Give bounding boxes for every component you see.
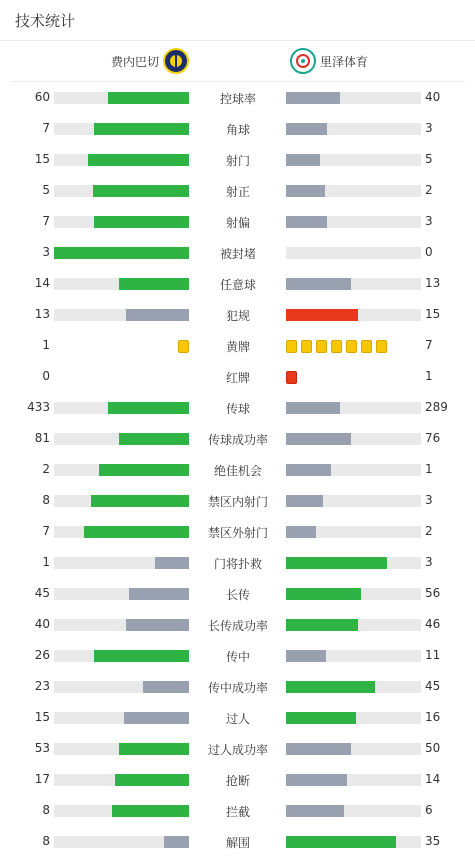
- home-stat-bar-fill: [126, 619, 189, 631]
- stat-row: [0, 640, 475, 671]
- away-stat-bar-fill: [286, 588, 361, 600]
- home-stat-value: 15: [34, 152, 50, 166]
- away-stat-value: 3: [425, 214, 433, 228]
- home-stat-bar: [54, 123, 189, 135]
- home-stat-value: 8: [42, 493, 50, 507]
- away-stat-bar: [286, 743, 421, 755]
- away-stat-value: 5: [425, 152, 433, 166]
- stat-row: [0, 578, 475, 609]
- home-team-logo-icon: [163, 48, 189, 74]
- away-stat-bar: [286, 588, 421, 600]
- away-stat-bar-fill: [286, 154, 320, 166]
- away-stat-bar-fill: [286, 805, 344, 817]
- home-stat-value: 7: [42, 524, 50, 538]
- home-team[interactable]: [111, 48, 189, 74]
- away-stat-bar: [286, 526, 421, 538]
- home-stat-bar-fill: [94, 123, 189, 135]
- away-stat-bar-fill: [286, 681, 375, 693]
- stat-label: 长传: [225, 588, 250, 602]
- away-stat-bar-fill: [286, 433, 351, 445]
- away-stat-bar: [286, 92, 421, 104]
- stat-label: 禁区内射门: [207, 495, 268, 509]
- away-stat-value: 0: [425, 245, 433, 259]
- stat-label: 黄牌: [225, 340, 250, 354]
- yellow-card-icon: [316, 340, 327, 353]
- away-team-logo-icon: [290, 48, 316, 74]
- home-stat-bar-fill: [84, 526, 189, 538]
- home-stat-bar-fill: [155, 557, 189, 569]
- stat-row: [0, 299, 475, 330]
- home-stat-bar: [54, 185, 189, 197]
- stat-row: [0, 144, 475, 175]
- stat-label: 犯规: [225, 309, 250, 323]
- stat-row: [0, 702, 475, 733]
- stat-label: 任意球: [219, 278, 256, 292]
- teams-row: [10, 41, 465, 82]
- away-stat-bar-fill: [286, 123, 327, 135]
- stat-label: 过人: [225, 712, 250, 726]
- home-stat-bar-fill: [129, 588, 189, 600]
- home-stat-bar: [54, 433, 189, 445]
- stat-row: [0, 82, 475, 113]
- stat-label: 射偏: [225, 216, 250, 230]
- stat-label: 传球: [225, 402, 250, 416]
- home-stat-bar: [54, 805, 189, 817]
- away-stat-value: 50: [425, 741, 441, 755]
- away-stat-value: 13: [425, 276, 441, 290]
- page-title: 技术统计: [15, 12, 76, 30]
- home-stat-bar: [54, 619, 189, 631]
- home-stat-bar: [54, 836, 189, 848]
- home-stat-value: 7: [42, 214, 50, 228]
- away-stat-value: 3: [425, 121, 433, 135]
- away-stat-value: 76: [425, 431, 441, 445]
- home-stat-value: 0: [42, 369, 50, 383]
- away-stat-bar: [286, 433, 421, 445]
- stat-label: 传球成功率: [207, 433, 268, 447]
- stat-label: 抢断: [225, 774, 250, 788]
- home-stat-value: 53: [34, 741, 50, 755]
- away-stat-bar-fill: [286, 526, 316, 538]
- away-stat-value: 14: [425, 772, 441, 786]
- home-team-name: 费内巴切: [110, 54, 159, 69]
- home-stat-bar-fill: [94, 216, 189, 228]
- home-stat-value: 1: [42, 555, 50, 569]
- away-stat-bar: [286, 123, 421, 135]
- away-stat-value: 2: [425, 524, 433, 538]
- stat-row: [0, 392, 475, 423]
- red-card-icon: [286, 371, 297, 384]
- home-stat-bar: [54, 526, 189, 538]
- home-stat-value: 8: [42, 834, 50, 848]
- stat-label: 绝佳机会: [213, 464, 262, 478]
- home-stat-bar: [54, 216, 189, 228]
- away-stat-value: 11: [425, 648, 441, 662]
- home-stat-bar-fill: [91, 495, 189, 507]
- home-stat-bar-fill: [119, 743, 189, 755]
- stat-label: 门将扑救: [213, 557, 262, 571]
- stat-label: 解围: [225, 836, 250, 850]
- stat-label: 红牌: [225, 371, 250, 385]
- home-cards: [178, 340, 189, 353]
- away-stat-bar: [286, 805, 421, 817]
- away-stat-value: 1: [425, 369, 433, 383]
- home-stat-value: 7: [42, 121, 50, 135]
- away-stat-value: 2: [425, 183, 433, 197]
- away-stat-bar-fill: [286, 712, 356, 724]
- home-stat-bar-fill: [112, 805, 189, 817]
- away-stat-bar: [286, 402, 421, 414]
- away-stat-bar: [286, 216, 421, 228]
- stat-row: [0, 671, 475, 702]
- away-stat-bar-fill: [286, 495, 323, 507]
- home-stat-bar: [54, 774, 189, 786]
- stat-label: 角球: [225, 123, 250, 137]
- home-stat-bar-fill: [119, 278, 189, 290]
- home-stat-bar-fill: [108, 92, 189, 104]
- away-stat-bar: [286, 619, 421, 631]
- stats-header: [0, 0, 475, 41]
- away-stat-bar-fill: [286, 557, 387, 569]
- away-stat-value: 1: [425, 462, 433, 476]
- home-stat-bar: [54, 557, 189, 569]
- stat-label: 射正: [225, 185, 250, 199]
- away-stat-value: 40: [425, 90, 441, 104]
- stat-label: 长传成功率: [207, 619, 268, 633]
- home-stat-value: 15: [34, 710, 50, 724]
- stat-row: [0, 330, 475, 361]
- stat-label: 过人成功率: [207, 743, 268, 757]
- stat-label: 传中: [225, 650, 250, 664]
- away-stat-bar: [286, 154, 421, 166]
- stat-row: [0, 764, 475, 795]
- home-stat-bar: [54, 588, 189, 600]
- stat-row: [0, 733, 475, 764]
- away-stat-bar-fill: [286, 743, 351, 755]
- yellow-card-icon: [346, 340, 357, 353]
- yellow-card-icon: [361, 340, 372, 353]
- away-stat-bar-fill: [286, 92, 340, 104]
- away-stat-value: 46: [425, 617, 441, 631]
- stat-row: [0, 206, 475, 237]
- home-stat-value: 26: [34, 648, 50, 662]
- stat-row: [0, 547, 475, 578]
- away-stat-bar-fill: [286, 309, 358, 321]
- away-stat-bar: [286, 495, 421, 507]
- stat-row: [0, 113, 475, 144]
- home-stat-bar-fill: [119, 433, 189, 445]
- home-stat-value: 13: [34, 307, 50, 321]
- home-stat-bar: [54, 309, 189, 321]
- home-stat-bar: [54, 464, 189, 476]
- away-stat-bar-fill: [286, 650, 326, 662]
- away-stat-bar: [286, 712, 421, 724]
- yellow-card-icon: [178, 340, 189, 353]
- home-stat-bar: [54, 278, 189, 290]
- stat-row: [0, 609, 475, 640]
- stat-row: [0, 175, 475, 206]
- away-stat-bar: [286, 681, 421, 693]
- away-stat-value: 35: [425, 834, 441, 848]
- away-stat-bar: [286, 185, 421, 197]
- home-stat-bar-fill: [143, 681, 189, 693]
- stat-label: 拦截: [225, 805, 250, 819]
- home-stat-value: 5: [42, 183, 50, 197]
- stat-row: [0, 516, 475, 547]
- stat-row: [0, 237, 475, 268]
- home-stat-bar-fill: [124, 712, 189, 724]
- away-stat-bar-fill: [286, 464, 331, 476]
- away-stat-bar: [286, 774, 421, 786]
- home-stat-bar: [54, 743, 189, 755]
- stat-row: [0, 795, 475, 826]
- away-stat-value: 6: [425, 803, 433, 817]
- stat-row: [0, 826, 475, 857]
- yellow-card-icon: [376, 340, 387, 353]
- stat-label: 控球率: [219, 92, 256, 106]
- home-stat-value: 1: [42, 338, 50, 352]
- away-stat-value: 7: [425, 338, 433, 352]
- home-stat-bar: [54, 495, 189, 507]
- away-stat-bar: [286, 309, 421, 321]
- home-stat-bar: [54, 712, 189, 724]
- home-stat-value: 40: [34, 617, 50, 631]
- home-stat-value: 8: [42, 803, 50, 817]
- home-stat-bar-fill: [88, 154, 189, 166]
- home-stat-bar: [54, 92, 189, 104]
- home-stat-value: 433: [27, 400, 50, 414]
- away-stat-value: 56: [425, 586, 441, 600]
- away-stat-bar-fill: [286, 185, 325, 197]
- away-stat-bar: [286, 464, 421, 476]
- home-stat-bar-fill: [94, 650, 189, 662]
- away-stat-value: 289: [425, 400, 448, 414]
- away-stat-bar-fill: [286, 216, 327, 228]
- away-stat-value: 16: [425, 710, 441, 724]
- away-stat-value: 3: [425, 493, 433, 507]
- stat-row: [0, 485, 475, 516]
- away-stat-bar-fill: [286, 619, 358, 631]
- home-stat-bar-fill: [54, 247, 189, 259]
- stat-label: 传中成功率: [207, 681, 268, 695]
- home-stat-bar-fill: [108, 402, 189, 414]
- away-stat-bar-fill: [286, 402, 340, 414]
- yellow-card-icon: [301, 340, 312, 353]
- away-team-name: 里泽体育: [320, 54, 369, 69]
- away-stat-value: 45: [425, 679, 441, 693]
- home-stat-bar: [54, 402, 189, 414]
- home-stat-bar: [54, 650, 189, 662]
- stat-label: 射门: [225, 154, 250, 168]
- home-stat-bar: [54, 681, 189, 693]
- away-team[interactable]: [290, 48, 368, 74]
- yellow-card-icon: [286, 340, 297, 353]
- away-stat-bar: [286, 247, 421, 259]
- home-stat-bar-fill: [164, 836, 189, 848]
- home-stat-bar: [54, 154, 189, 166]
- home-stat-value: 23: [34, 679, 50, 693]
- away-stat-bar-fill: [286, 278, 351, 290]
- home-stat-bar-fill: [126, 309, 189, 321]
- stat-label: 被封堵: [219, 247, 256, 261]
- stat-row: [0, 361, 475, 392]
- home-stat-value: 14: [34, 276, 50, 290]
- home-stat-value: 17: [34, 772, 50, 786]
- away-stat-bar: [286, 557, 421, 569]
- home-stat-bar: [54, 247, 189, 259]
- home-stat-bar-fill: [99, 464, 189, 476]
- home-stat-bar-fill: [115, 774, 189, 786]
- home-stat-bar-fill: [93, 185, 189, 197]
- away-stat-bar-fill: [286, 836, 396, 848]
- away-stat-bar: [286, 650, 421, 662]
- stat-row: [0, 268, 475, 299]
- away-cards: [286, 371, 297, 384]
- home-stat-value: 45: [34, 586, 50, 600]
- home-stat-value: 3: [42, 245, 50, 259]
- stat-label: 禁区外射门: [207, 526, 268, 540]
- away-stat-value: 15: [425, 307, 441, 321]
- stat-row: [0, 454, 475, 485]
- away-cards: [286, 340, 387, 353]
- away-stat-bar: [286, 278, 421, 290]
- home-stat-value: 60: [34, 90, 50, 104]
- yellow-card-icon: [331, 340, 342, 353]
- away-stat-bar-fill: [286, 774, 347, 786]
- home-stat-value: 81: [34, 431, 50, 445]
- away-stat-value: 3: [425, 555, 433, 569]
- stat-row: [0, 423, 475, 454]
- home-stat-value: 2: [42, 462, 50, 476]
- away-stat-bar: [286, 836, 421, 848]
